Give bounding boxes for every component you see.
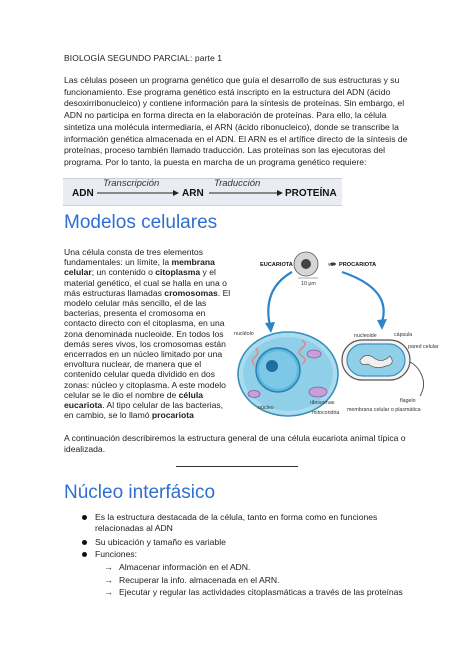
label-membrana: membrana celular o plasmática: [347, 407, 421, 413]
bullet-item-2: Su ubicación y tamaño es variable: [82, 537, 412, 548]
genetic-flow-diagram: [63, 178, 342, 206]
arrow-to-prokaryote: [342, 272, 384, 322]
modelos-closing-paragraph: A continuación describiremos la estructura general de una célula eucariota animal típica o idealizada.: [64, 433, 406, 454]
label-nucleo: núcleo: [258, 405, 274, 411]
right-arrow-icon: →: [104, 575, 113, 585]
label-flagelo: flagelo: [400, 398, 416, 404]
heading-nucleo-interfasico: Núcleo interfásico: [64, 482, 216, 503]
cell-comparison-diagram: [232, 244, 439, 424]
bullet-dot-icon: [82, 552, 87, 557]
bullet-item-3: Funciones:: [82, 549, 412, 560]
flow-traduccion: Traducción: [214, 178, 261, 189]
modelos-paragraph: Una célula consta de tres elementos fundamentales: un límite, la membrana celular; un contenido o citoplasma y el material genético, el cual se halla en una o más estructuras llamadas cromosomas. El modelo celular más sencillo, el de las bacterias, presenta el cromosoma en contacto directo con el citoplasma, en una zona denominada nucleoide. En todos los demás seres vivos, los cromosomas están encerrados en un núcleo limitado por una envoltura nuclear, de manera que el contenido celular queda dividido en dos zonas: núcleo y citoplasma. A este modelo celular se le dio el nombre de célula eucariota. Al tipo celular de las bacterias, en cambio, se lo llamó procariota: [64, 247, 231, 421]
label-capsula: cápsula: [394, 332, 413, 338]
label-eucariota: EUCARIOTA: [260, 262, 293, 268]
right-arrow-icon: →: [104, 562, 113, 572]
label-mitocondria: mitocondria: [312, 410, 340, 416]
label-pared: pared celular: [408, 344, 439, 350]
heading-modelos-celulares: Modelos celulares: [64, 212, 218, 233]
page-header: BIOLOGÍA SEGUNDO PARCIAL: parte 1: [64, 53, 223, 63]
function-item-3: → Ejecutar y regular las actividades citoplasmáticas a través de las proteínas: [104, 587, 403, 597]
flow-proteina: PROTEÍNA: [285, 188, 337, 199]
arrow-to-eukaryote: [268, 272, 292, 326]
label-vs: vs: [328, 262, 334, 268]
intro-paragraph: Las células poseen un programa genético que guía el desarrollo de sus estructuras y su funcionamiento. Ese programa genético está inscripto en la estructura del ADN (ácido desoxirribonucleico) y contiene información para la síntesis de proteínas. Sin embargo, el ADN no participa en forma directa en la elaboración de proteínas. Para ello, la célula sintetiza una molécula intermediaria, el ARN (ácido ribonucleico), donde se transcribe la información genética almacenada en el ADN. El ARN es el artífice directo de la síntesis de proteínas, proceso también llamado traducción. Las proteínas son las ejecutoras del programa. Por lo tanto, la puesta en marcha de un programa genético requiere:: [64, 75, 408, 167]
label-scale: 10 μm: [301, 281, 316, 287]
label-nucleolo: nucléolo: [234, 331, 254, 337]
label-procariota: PROCARIOTA: [339, 262, 377, 268]
section-divider: [176, 466, 298, 467]
flow-arn: ARN: [182, 188, 204, 199]
flow-adn: ADN: [72, 188, 94, 199]
bullet-dot-icon: [82, 515, 87, 520]
mitochondria-shape: [309, 387, 327, 397]
right-arrow-icon: →: [104, 587, 113, 597]
nucleolus: [266, 360, 278, 372]
bullet-item-1: Es la estructura destacada de la célula, tanto en forma como en funciones relacionadas al ADN: [82, 512, 412, 535]
flagellum-shape: [410, 362, 424, 396]
function-item-2: → Recuperar la info. almacenada en el ARN.: [104, 575, 280, 585]
flow-transcripcion: Transcripción: [103, 178, 160, 189]
bullet-dot-icon: [82, 540, 87, 545]
label-nucleoide: nucleoide: [354, 333, 377, 339]
small-nucleus-icon: [301, 259, 311, 269]
function-item-1: → Almacenar información en el ADN.: [104, 562, 251, 572]
label-ribosomas: ribosomas: [310, 400, 335, 406]
